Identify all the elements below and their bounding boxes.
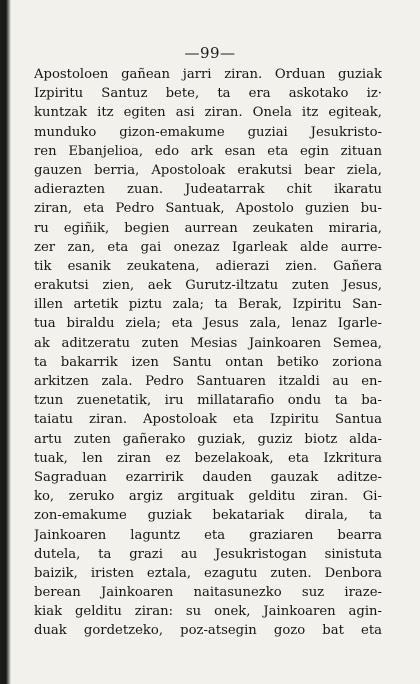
text-line: kuntzak itz egiten asi ziran. Onela itz egiteak,: [34, 105, 382, 121]
text-line: kiak gelditu ziran: su onek, Jainkoaren agin-: [34, 604, 382, 620]
text-line: ru egiñik, begien aurrean zeukaten miraria,: [34, 220, 382, 236]
text-line: arkitzen zala. Pedro Santuaren itzaldi au en-: [34, 374, 382, 389]
text-line: ta bakarrik izen Santu ontan betiko zoriona: [34, 354, 382, 370]
text-line: munduko gizon-emakume guziai Jesukristo-: [34, 124, 382, 140]
text-line: erakutsi zien, aek Gurutz-iltzatu zuten Jesus,: [34, 278, 382, 294]
text-line: tik esanik zeukatena, adierazi zien. Gañera: [34, 258, 382, 274]
page-edge-shadow: [0, 0, 11, 684]
text-line: taiatu ziran. Apostoloak eta Izpiritu Santua: [34, 412, 382, 428]
text-line: Jainkoaren laguntz eta graziaren bearra: [34, 527, 382, 543]
text-line: tua biraldu ziela; eta Jesus zala, lenaz Igarle-: [34, 316, 382, 332]
text-line: Apostoloen gañean jarri ziran. Orduan guziak: [34, 67, 382, 82]
text-line: tzun zuenetatik, iru millatarafio ondu ta ba-: [34, 393, 382, 409]
text-line: zon-emakume guziak bekatariak dirala, ta: [34, 508, 382, 524]
text-line: illen artetik piztu zala; ta Berak, Izpiritu San-: [34, 297, 382, 313]
text-line: Sagraduan ezarririk dauden gauzak aditze-: [34, 469, 382, 485]
text-line: ko, zeruko argiz argituak gelditu ziran. Gi-: [34, 489, 382, 505]
text-line: Izpiritu Santuz bete, ta era askotako iz·: [34, 86, 382, 102]
text-line: dutela, ta grazi au Jesukristogan sinistuta: [34, 546, 382, 562]
text-line: berean Jainkoaren naitasunezko suz iraze-: [34, 585, 382, 601]
text-line: gauzen berria, Apostoloak erakutsi bear ziela,: [34, 162, 382, 178]
text-line: ak aditzeratu zuten Mesias Jainkoaren Semea,: [34, 335, 382, 351]
text-line: duak gordetzeko, poz-atsegin gozo bat eta: [34, 623, 382, 639]
text-line: tuak, len ziran ez bezelakoak, eta Izkritura: [34, 450, 382, 466]
text-line: baizik, iristen eztala, ezagutu zuten. Denbora: [34, 565, 382, 581]
text-line: adierazten zuan. Judeatarrak chit ikaratu: [34, 182, 382, 198]
text-line: artu zuten gañerako guziak, guziz biotz alda-: [34, 431, 382, 447]
text-line: ren Ebanjelioa, edo ark esan eta egin zituan: [34, 143, 382, 159]
body-text: [34, 65, 382, 641]
text-line: zer zan, eta gai onezaz Igarleak alde aurre-: [34, 239, 382, 255]
page-number: —99—: [184, 44, 236, 62]
text-line: ziran, eta Pedro Santuak, Apostolo guzien bu-: [34, 201, 382, 217]
